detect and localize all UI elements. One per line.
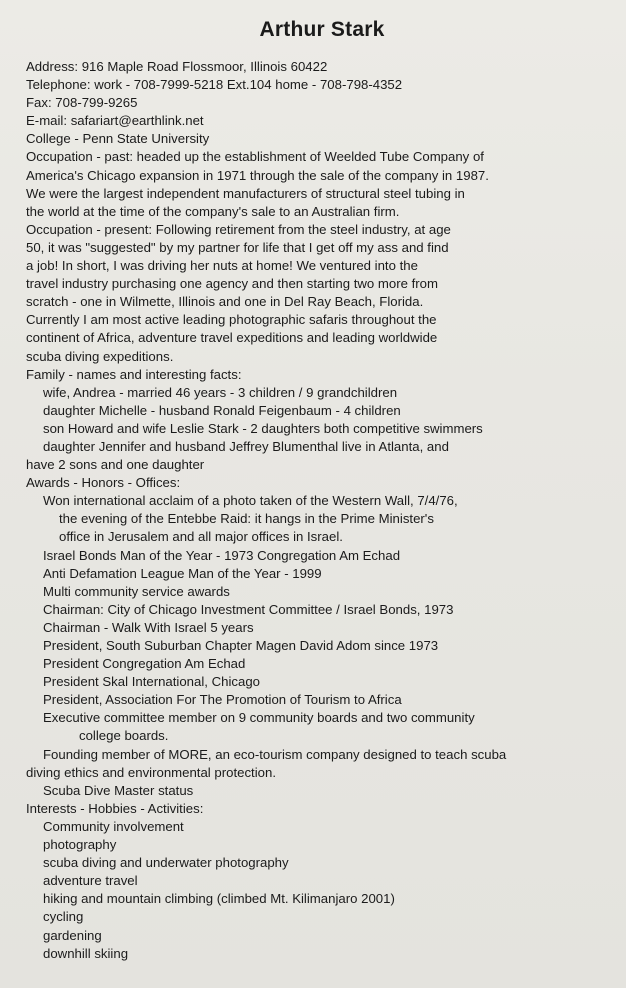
text-line: Chairman - Walk With Israel 5 years bbox=[43, 619, 254, 635]
text-line: We were the largest independent manufacturers of structural steel tubing in bbox=[26, 185, 465, 201]
text-line: scuba diving expeditions. bbox=[26, 348, 174, 364]
text-line: college boards. bbox=[79, 728, 169, 744]
text-line: President Skal International, Chicago bbox=[43, 674, 260, 690]
text-line: Israel Bonds Man of the Year - 1973 Congregation Am Echad bbox=[43, 547, 401, 563]
text-line: the world at the time of the company's sale to an Australian firm. bbox=[26, 203, 400, 219]
text-line: son Howard and wife Leslie Stark - 2 daughters both competitive swimmers bbox=[43, 420, 483, 436]
text-line: Currently I am most active leading photographic safaris throughout the bbox=[26, 312, 437, 328]
text-line: gardening bbox=[43, 927, 102, 943]
text-line: cycling bbox=[43, 909, 84, 925]
text-line: daughter Jennifer and husband Jeffrey Blumenthal live in Atlanta, and bbox=[43, 438, 449, 454]
text-line: scuba diving and underwater photography bbox=[43, 855, 289, 871]
text-line: Interests - Hobbies - Activities: bbox=[26, 800, 204, 816]
text-line: adventure travel bbox=[43, 873, 138, 889]
text-line: diving ethics and environmental protection. bbox=[26, 764, 276, 780]
text-line: wife, Andrea - married 46 years - 3 children / 9 grandchildren bbox=[43, 384, 398, 400]
text-line: E-mail: safariart@earthlink.net bbox=[26, 113, 204, 129]
text-line: Address: 916 Maple Road Flossmoor, Illinois 60422 bbox=[26, 59, 328, 74]
text-line: a job! In short, I was driving her nuts at home! We ventured into the bbox=[26, 258, 418, 274]
text-line: downhill skiing bbox=[43, 945, 129, 961]
text-line: hiking and mountain climbing (climbed Mt. Kilimanjaro 2001) bbox=[43, 891, 395, 907]
text-line: College - Penn State University bbox=[26, 131, 210, 147]
text-line: President, Association For The Promotion of Tourism to Africa bbox=[43, 692, 402, 708]
text-line: President Congregation Am Echad bbox=[43, 656, 246, 672]
text-line: travel industry purchasing one agency and then starting two more from bbox=[26, 276, 438, 292]
text-line: Occupation - past: headed up the establishment of Weelded Tube Company of bbox=[26, 149, 484, 165]
document-body bbox=[26, 58, 604, 963]
text-line: 50, it was "suggested" by my partner for life that I get off my ass and find bbox=[26, 239, 449, 255]
text-line: Fax: 708-799-9265 bbox=[26, 95, 138, 111]
text-line: Community involvement bbox=[43, 818, 184, 834]
text-line: Occupation - present: Following retirement from the steel industry, at age bbox=[26, 221, 451, 237]
text-line: office in Jerusalem and all major offices in Israel. bbox=[59, 529, 343, 545]
text-line: Chairman: City of Chicago Investment Committee / Israel Bonds, 1973 bbox=[43, 601, 454, 617]
text-line: Scuba Dive Master status bbox=[43, 782, 194, 798]
text-line: daughter Michelle - husband Ronald Feigenbaum - 4 children bbox=[43, 402, 401, 418]
page-title: Arthur Stark bbox=[259, 18, 385, 41]
text-line: Executive committee member on 9 community boards and two community bbox=[43, 710, 475, 726]
text-line: Telephone: work - 708-7999-5218 Ext.104 home - 708-798-4352 bbox=[26, 77, 403, 93]
text-line: Won international acclaim of a photo taken of the Western Wall, 7/4/76, bbox=[43, 493, 458, 509]
text-line: have 2 sons and one daughter bbox=[26, 457, 205, 473]
text-line: scratch - one in Wilmette, Illinois and one in Del Ray Beach, Florida. bbox=[26, 294, 424, 310]
text-line: Founding member of MORE, an eco-tourism company designed to teach scuba bbox=[43, 746, 507, 762]
text-line: the evening of the Entebbe Raid: it hangs in the Prime Minister's bbox=[59, 511, 434, 527]
text-line: Multi community service awards bbox=[43, 583, 230, 599]
text-line: President, South Suburban Chapter Magen David Adom since 1973 bbox=[43, 638, 439, 653]
text-line: Awards - Honors - Offices: bbox=[26, 475, 181, 491]
text-line: continent of Africa, adventure travel expeditions and leading worldwide bbox=[26, 330, 438, 346]
text-line: photography bbox=[43, 837, 117, 853]
text-line: Anti Defamation League Man of the Year - 1999 bbox=[43, 565, 322, 581]
text-line: Family - names and interesting facts: bbox=[26, 366, 242, 382]
text-line: America's Chicago expansion in 1971 through the sale of the company in 1987. bbox=[26, 167, 489, 183]
